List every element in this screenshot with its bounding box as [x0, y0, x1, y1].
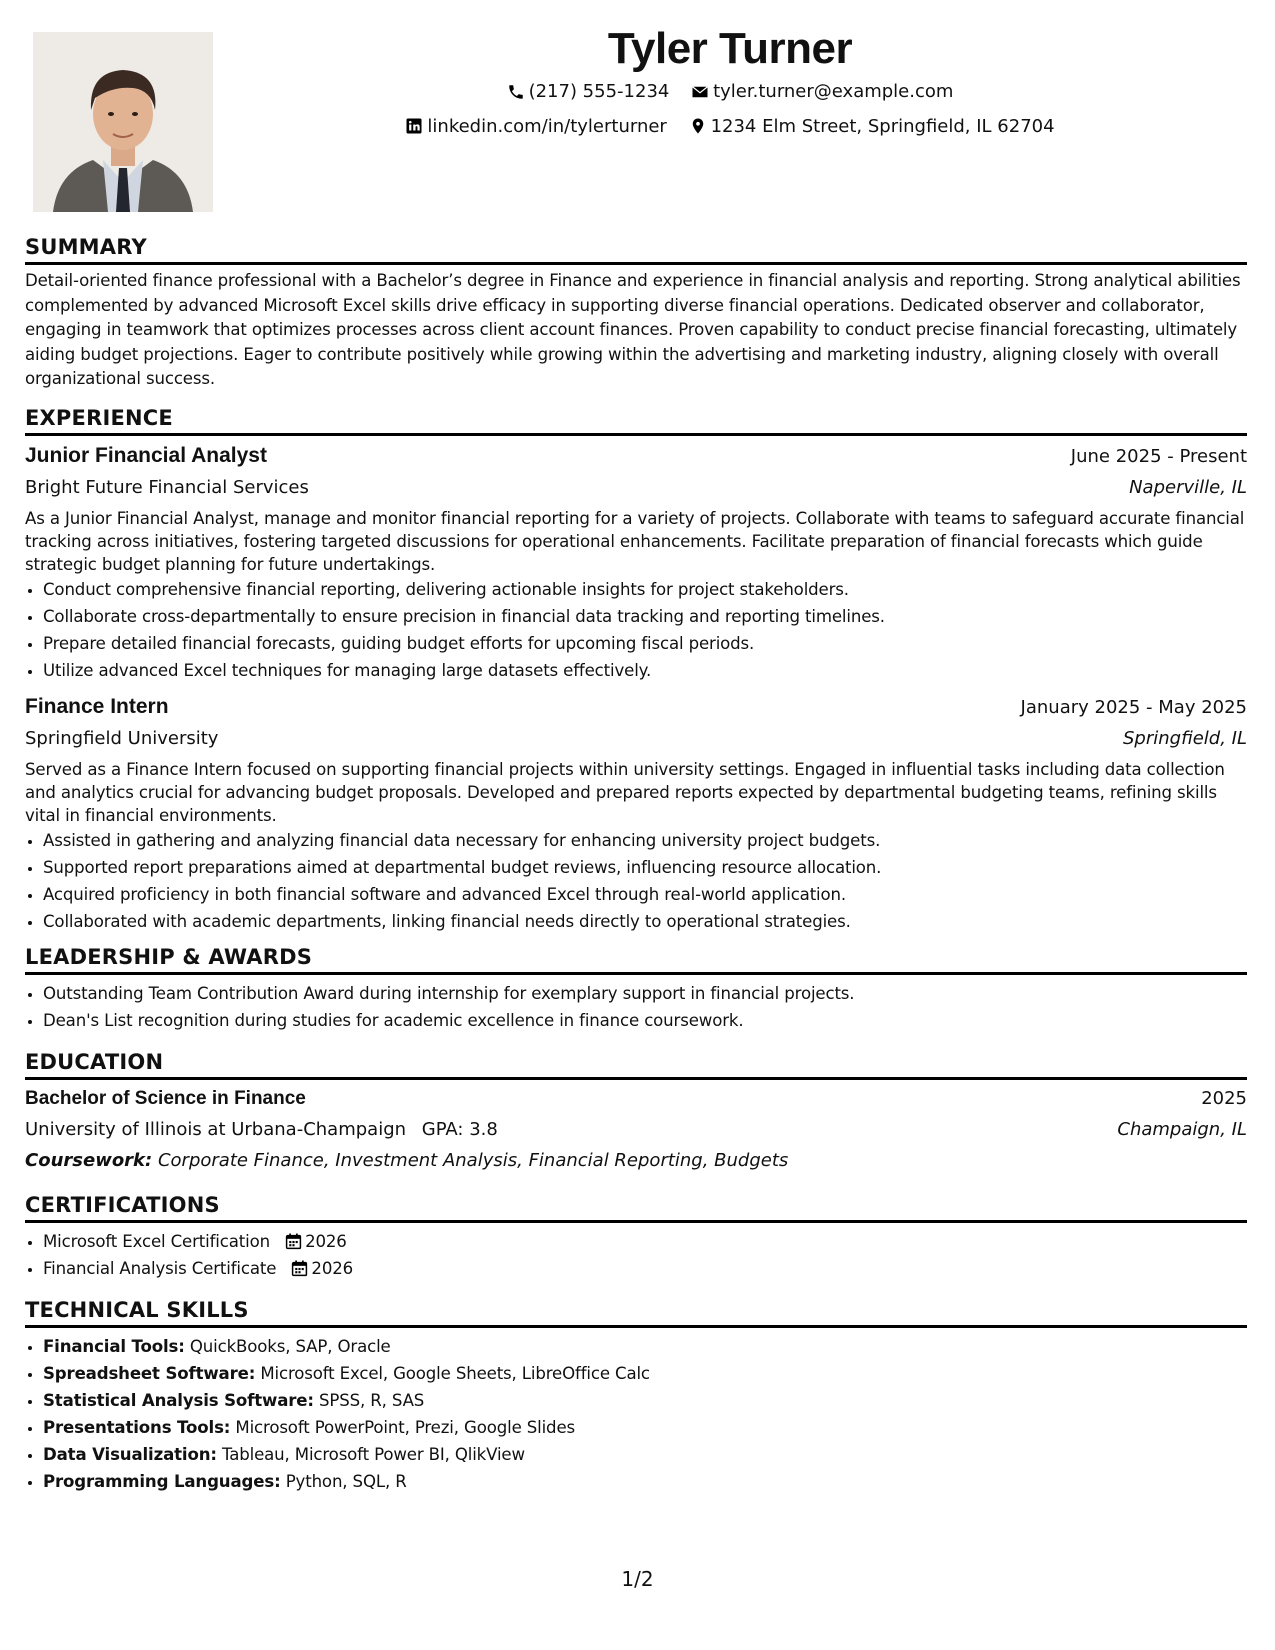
coursework-list: Corporate Finance, Investment Analysis, Financial Reporting, Budgets	[157, 1150, 789, 1171]
list-item: • Collaborate cross-departmentally to ensure precision in financial data tracking and reporting timelines.	[43, 603, 1247, 630]
list-item: • Supported report preparations aimed at departmental budget reviews, influencing resource allocation.	[43, 854, 1247, 881]
skill-label: Spreadsheet Software:	[43, 1364, 256, 1383]
skill-label: Statistical Analysis Software:	[43, 1391, 314, 1410]
contact-line-2	[213, 111, 1247, 146]
coursework-label: Coursework:	[25, 1150, 153, 1171]
list-item: • Outstanding Team Contribution Award during internship for exemplary support in financial projects.	[43, 980, 1247, 1007]
graduation-year: 2025	[1201, 1088, 1247, 1109]
certifications-list	[25, 1228, 1247, 1282]
job-bullets	[25, 827, 1247, 935]
skill-value: QuickBooks, SAP, Oracle	[189, 1337, 391, 1356]
skill-value: Python, SQL, R	[285, 1472, 407, 1491]
skills-section	[25, 1297, 1247, 1495]
gpa: GPA: 3.8	[421, 1119, 498, 1140]
job-title: Finance Intern	[25, 695, 169, 718]
certification-year: 2026	[311, 1259, 354, 1278]
experience-section	[25, 405, 1247, 935]
awards-section	[25, 944, 1247, 1034]
list-item	[43, 1333, 1247, 1360]
linkedin-url: linkedin.com/in/tylerturner	[427, 115, 667, 137]
summary-text: Detail-oriented finance professional with a Bachelor’s degree in Finance and experience in financial analysis and reporting. Strong analytical abilities complemented by advanced Microsoft Excel skills drive efficacy in supporting diverse financial operations. Dedicated observer and collaborator, engaging in teamwork that optimizes processes across client account finances. Proven capability to conduct precise financial forecasting, ultimately aiding budget projections. Eager to contribute positively while growing within the advertising and marketing industry, aligning closely with overall organizational success.	[25, 271, 1241, 388]
phone-contact	[507, 76, 670, 107]
education-section	[25, 1049, 1247, 1176]
envelope-icon	[691, 83, 709, 101]
coursework	[25, 1145, 1247, 1176]
job-location: Naperville, IL	[1129, 477, 1247, 498]
list-item: • Collaborated with academic departments, linking financial needs directly to operational strategies.	[43, 908, 1247, 935]
calendar-icon	[291, 1260, 308, 1277]
certification-year: 2026	[305, 1232, 347, 1251]
skill-value: Microsoft Excel, Google Sheets, LibreOffice Calc	[260, 1364, 650, 1383]
skill-label: Financial Tools:	[43, 1337, 185, 1356]
skill-label: Presentations Tools:	[43, 1418, 231, 1437]
list-item	[43, 1414, 1247, 1441]
section-title: EXPERIENCE	[25, 405, 1247, 436]
school-name: University of Illinois at Urbana-Champaign	[25, 1119, 407, 1140]
company-name: Bright Future Financial Services	[25, 477, 309, 498]
job-dates: January 2025 - May 2025	[1020, 697, 1247, 718]
list-item	[43, 1441, 1247, 1468]
list-item: • Utilize advanced Excel techniques for managing large datasets effectively.	[43, 657, 1247, 684]
job-location: Springfield, IL	[1123, 728, 1247, 749]
job-title: Junior Financial Analyst	[25, 444, 267, 467]
email-contact[interactable]	[691, 76, 953, 107]
page-number: 1/2	[621, 1567, 654, 1591]
job-bullets	[25, 576, 1247, 684]
candidate-name: Tyler Turner	[607, 24, 853, 73]
list-item	[43, 1255, 1247, 1282]
awards-list	[25, 980, 1247, 1034]
job-description: As a Junior Financial Analyst, manage and monitor financial reporting for a variety of projects. Collaborate with teams to safeguard accurate financial tracking across initiatives, fostering targeted discussions for operational enhancements. Facilitate preparation of financial forecasts which guide strategic budget planning for future undertakings.	[25, 509, 1245, 574]
skill-label: Programming Languages:	[43, 1472, 281, 1491]
summary-section	[25, 234, 1247, 392]
list-item: • Acquired proficiency in both financial software and advanced Excel through real-world application.	[43, 881, 1247, 908]
list-item: • Assisted in gathering and analyzing financial data necessary for enhancing university project budgets.	[43, 827, 1247, 854]
list-item	[43, 1468, 1247, 1495]
list-item: • Conduct comprehensive financial reporting, delivering actionable insights for project stakeholders.	[43, 576, 1247, 603]
list-item: • Dean's List recognition during studies for academic excellence in finance coursework.	[43, 1007, 1247, 1034]
job-description: Served as a Finance Intern focused on supporting financial projects within university settings. Engaged in influential tasks including data collection and analytics crucial for advancing budget proposals. Developed and prepared reports expected by departmental budgeting teams, refining skills vital in financial environments.	[25, 760, 1225, 825]
map-pin-icon	[689, 117, 707, 135]
section-title: TECHNICAL SKILLS	[25, 1297, 1247, 1328]
section-title: CERTIFICATIONS	[25, 1192, 1247, 1223]
street-address: 1234 Elm Street, Springfield, IL 62704	[710, 115, 1055, 137]
certifications-section	[25, 1192, 1247, 1282]
section-title: EDUCATION	[25, 1049, 1247, 1080]
section-title: LEADERSHIP & AWARDS	[25, 944, 1247, 975]
resume-header	[213, 22, 1247, 145]
skills-list	[25, 1333, 1247, 1495]
phone-icon	[507, 83, 525, 101]
list-item	[43, 1387, 1247, 1414]
job-entry	[25, 441, 1247, 684]
address-contact	[689, 111, 1055, 142]
job-entry	[25, 692, 1247, 935]
certification-name: Microsoft Excel Certification	[43, 1232, 270, 1251]
list-item	[43, 1360, 1247, 1387]
list-item: • Prepare detailed financial forecasts, guiding budget efforts for upcoming fiscal periods.	[43, 630, 1247, 657]
contact-line-1	[213, 76, 1247, 111]
certification-name: Financial Analysis Certificate	[43, 1259, 277, 1278]
profile-photo	[33, 32, 213, 212]
school-location: Champaign, IL	[1117, 1119, 1247, 1140]
email-address: tyler.turner@example.com	[713, 81, 954, 102]
phone-number: (217) 555-1234	[528, 81, 670, 102]
job-dates: June 2025 - Present	[1070, 446, 1247, 467]
company-name: Springfield University	[25, 728, 219, 749]
list-item	[43, 1228, 1247, 1255]
skill-value: SPSS, R, SAS	[319, 1391, 425, 1410]
degree-name: Bachelor of Science in Finance	[25, 1088, 306, 1109]
linkedin-contact[interactable]	[405, 111, 666, 142]
skill-value: Microsoft PowerPoint, Prezi, Google Slides	[235, 1418, 575, 1437]
section-title: SUMMARY	[25, 234, 1247, 265]
linkedin-icon	[405, 117, 423, 135]
person-portrait-icon	[33, 32, 213, 212]
calendar-icon	[285, 1233, 302, 1250]
skill-label: Data Visualization:	[43, 1445, 217, 1464]
skill-value: Tableau, Microsoft Power BI, QlikView	[221, 1445, 525, 1464]
